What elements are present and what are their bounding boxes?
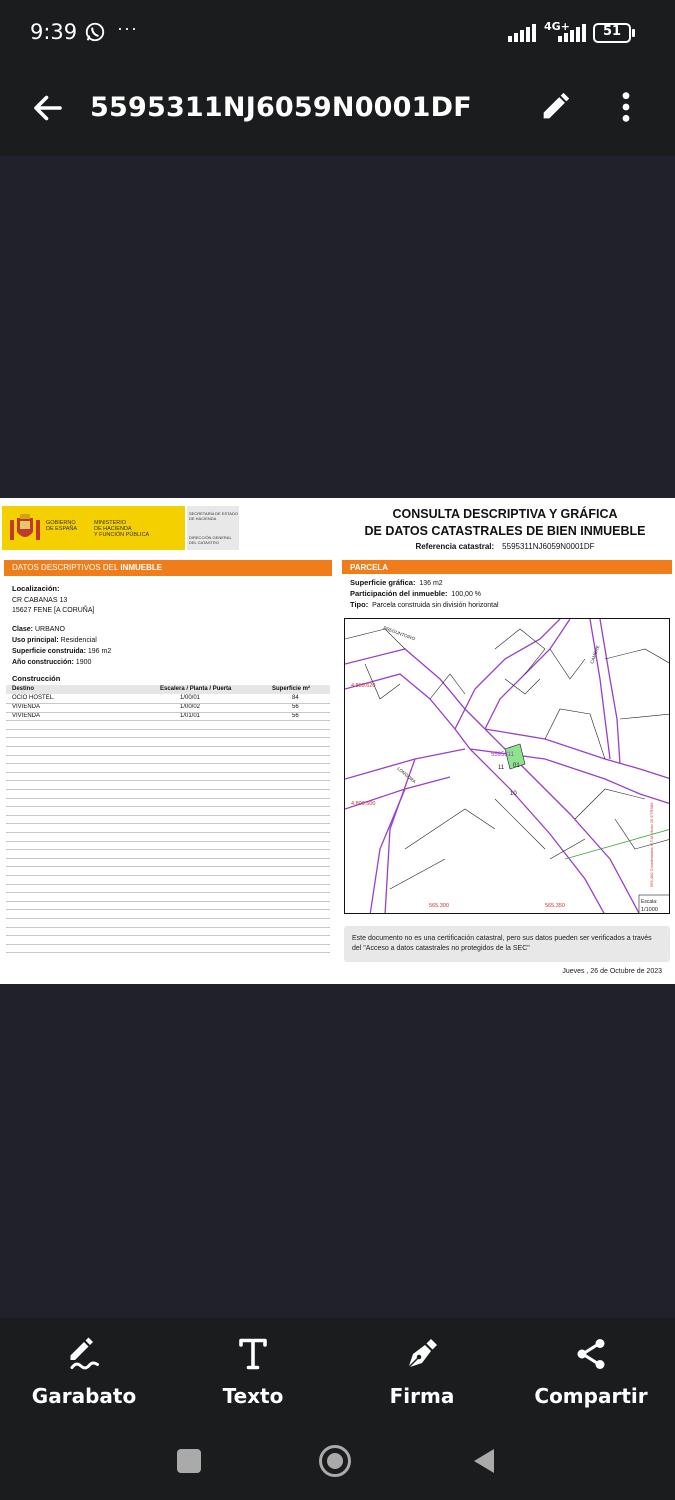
table-cell: 56 <box>292 713 299 719</box>
garabato-label: Garabato <box>31 1384 137 1408</box>
parcel-num: 11 <box>498 765 505 771</box>
scribble-icon <box>66 1336 102 1372</box>
map-drawing <box>345 619 670 914</box>
table-rule <box>6 798 330 799</box>
table-rule <box>6 737 330 738</box>
document-date: Jueves , 26 de Octubre de 2023 <box>562 968 662 975</box>
table-rule <box>6 712 330 713</box>
coord-y1: 4.809.620 <box>351 683 376 689</box>
system-nav-bar <box>0 1420 675 1500</box>
text-icon <box>235 1336 271 1372</box>
address-line1: CR CABANAS 13 <box>12 597 68 604</box>
sup-grafica-row: Superficie gráfica: 136 m2 <box>350 578 443 587</box>
street-label: LONGORA <box>396 765 417 785</box>
garabato-button[interactable] <box>0 1318 168 1420</box>
col-superficie: Superficie m² <box>272 686 311 692</box>
table-rule <box>6 789 330 790</box>
status-time: 9:39 <box>30 20 78 44</box>
table-rule <box>6 849 330 850</box>
battery-nub <box>632 29 635 37</box>
more-vert-icon[interactable] <box>609 90 643 124</box>
superficie-row: Superficie construida: 196 m2 <box>12 648 112 655</box>
texto-label: Texto <box>222 1384 284 1408</box>
coat-of-arms-icon <box>8 512 42 544</box>
table-rule <box>6 892 330 893</box>
clase-row: Clase: URBANO <box>12 626 65 633</box>
page-title: 5595311NJ6059N0001DF <box>90 92 472 123</box>
texto-button[interactable] <box>169 1318 337 1420</box>
coord-x2: 565.350 <box>545 903 565 909</box>
table-cell: 1/00/02 <box>180 704 201 710</box>
table-rule <box>6 746 330 747</box>
table-cell: 84 <box>292 695 299 701</box>
localizacion-label: Localización: <box>12 584 60 593</box>
table-rule <box>6 703 330 704</box>
app-bar <box>0 66 675 156</box>
scale-label: Escala: <box>641 899 658 905</box>
bottom-toolbar <box>0 1318 675 1420</box>
signal-icon <box>508 24 536 42</box>
pen-nib-icon <box>404 1336 440 1372</box>
table-row: OCIO HOSTEL. <box>12 695 55 701</box>
uso-row: Uso principal: Residencial <box>12 637 97 644</box>
reference-line: Referencia catastral: 5595311NJ6059N0001DF <box>415 542 595 551</box>
table-cell: 56 <box>292 704 299 710</box>
document-page[interactable] <box>0 498 675 984</box>
table-rule <box>6 755 330 756</box>
street-label: PREGUNTOIRO <box>382 625 416 642</box>
logo-ministry-text: MINISTERIO DE HACIENDA Y FUNCIÓN PÚBLICA <box>94 520 150 538</box>
recents-icon[interactable] <box>176 1448 202 1474</box>
table-rule <box>6 901 330 902</box>
table-rule <box>6 858 330 859</box>
table-cell: 1/00/01 <box>180 695 201 701</box>
signal-icon-2 <box>558 24 586 42</box>
table-rule <box>6 823 330 824</box>
construccion-label: Construcción <box>12 674 61 683</box>
logo-secretaria: SECRETARÍA DE ESTADO DE HACIENDA DIRECCIÓN GENERAL DEL CATASTRO <box>187 506 239 550</box>
compartir-label: Compartir <box>534 1384 648 1408</box>
table-rule <box>6 815 330 816</box>
table-row: VIVIENDA <box>12 713 41 719</box>
edit-pencil-icon[interactable] <box>538 90 572 124</box>
table-rule <box>6 780 330 781</box>
table-rule <box>6 944 330 945</box>
back-nav-icon[interactable] <box>470 1447 496 1475</box>
document-viewer[interactable] <box>0 156 675 1318</box>
document-heading: CONSULTA DESCRIPTIVA Y GRÁFICA DE DATOS CATASTRALES DE BIEN INMUEBLE <box>364 507 646 538</box>
table-rule <box>6 806 330 807</box>
notice-box: Este documento no es una certificación catastral, pero sus datos pueden ser verificados a través del "Acceso a datos catastrales no protegidos de la SEC" <box>344 926 670 962</box>
home-icon[interactable] <box>318 1444 352 1478</box>
status-bar <box>0 0 675 66</box>
col-epp: Escalera / Planta / Puerta <box>160 686 232 692</box>
table-rule <box>6 952 330 953</box>
status-overflow: ··· <box>117 18 138 38</box>
table-rule <box>6 927 330 928</box>
table-rule <box>6 729 330 730</box>
firma-button[interactable] <box>338 1318 506 1420</box>
parcel-num: 01 <box>513 763 520 769</box>
participacion-row: Participación del inmueble: 100,00 % <box>350 589 482 598</box>
table-rule <box>6 832 330 833</box>
parcel-num: 10 <box>510 791 517 797</box>
network-type: 4G+ <box>544 20 570 33</box>
table-rule <box>6 763 330 764</box>
table-rule <box>6 884 330 885</box>
coord-x1: 565.300 <box>429 903 449 909</box>
table-rule <box>6 866 330 867</box>
share-icon <box>573 1336 609 1372</box>
address-line2: 15627 FENE [A CORUÑA] <box>12 607 95 614</box>
table-rule <box>6 935 330 936</box>
scale-value: 1/1000 <box>641 907 658 913</box>
back-arrow-icon[interactable] <box>30 90 66 126</box>
logo-gov-text: GOBIERNO DE ESPAÑA <box>46 520 78 532</box>
section-header-descriptivos: DATOS DESCRIPTIVOS DEL INMUEBLE <box>4 560 332 574</box>
table-rule <box>6 720 330 721</box>
cadastral-map[interactable] <box>344 618 670 914</box>
street-label: CAMBRE <box>589 644 601 665</box>
section-divider <box>4 574 332 576</box>
government-logo <box>2 506 185 550</box>
table-rule <box>6 841 330 842</box>
table-rule <box>6 918 330 919</box>
battery-level: 51 <box>602 24 622 39</box>
compartir-button[interactable] <box>507 1318 675 1420</box>
tipo-row: Tipo: Parcela construida sin división horizontal <box>350 600 499 609</box>
section-header-parcela: PARCELA <box>342 560 672 574</box>
firma-label: Firma <box>389 1384 455 1408</box>
col-destino: Destino <box>12 686 35 692</box>
table-row: VIVIENDA <box>12 704 41 710</box>
table-cell: 1/01/01 <box>180 713 201 719</box>
table-rule <box>6 772 330 773</box>
table-rule <box>6 875 330 876</box>
table-rule <box>6 909 330 910</box>
anio-row: Año construcción: 1900 <box>12 659 92 666</box>
parcel-ref-label: 5595311 <box>491 752 514 758</box>
whatsapp-icon <box>84 21 106 43</box>
coord-side-text: 565.400 Coordenadas U.T.M. Huso 29 ETRS89 <box>649 802 654 887</box>
coord-y2: 4.809.500 <box>351 801 376 807</box>
